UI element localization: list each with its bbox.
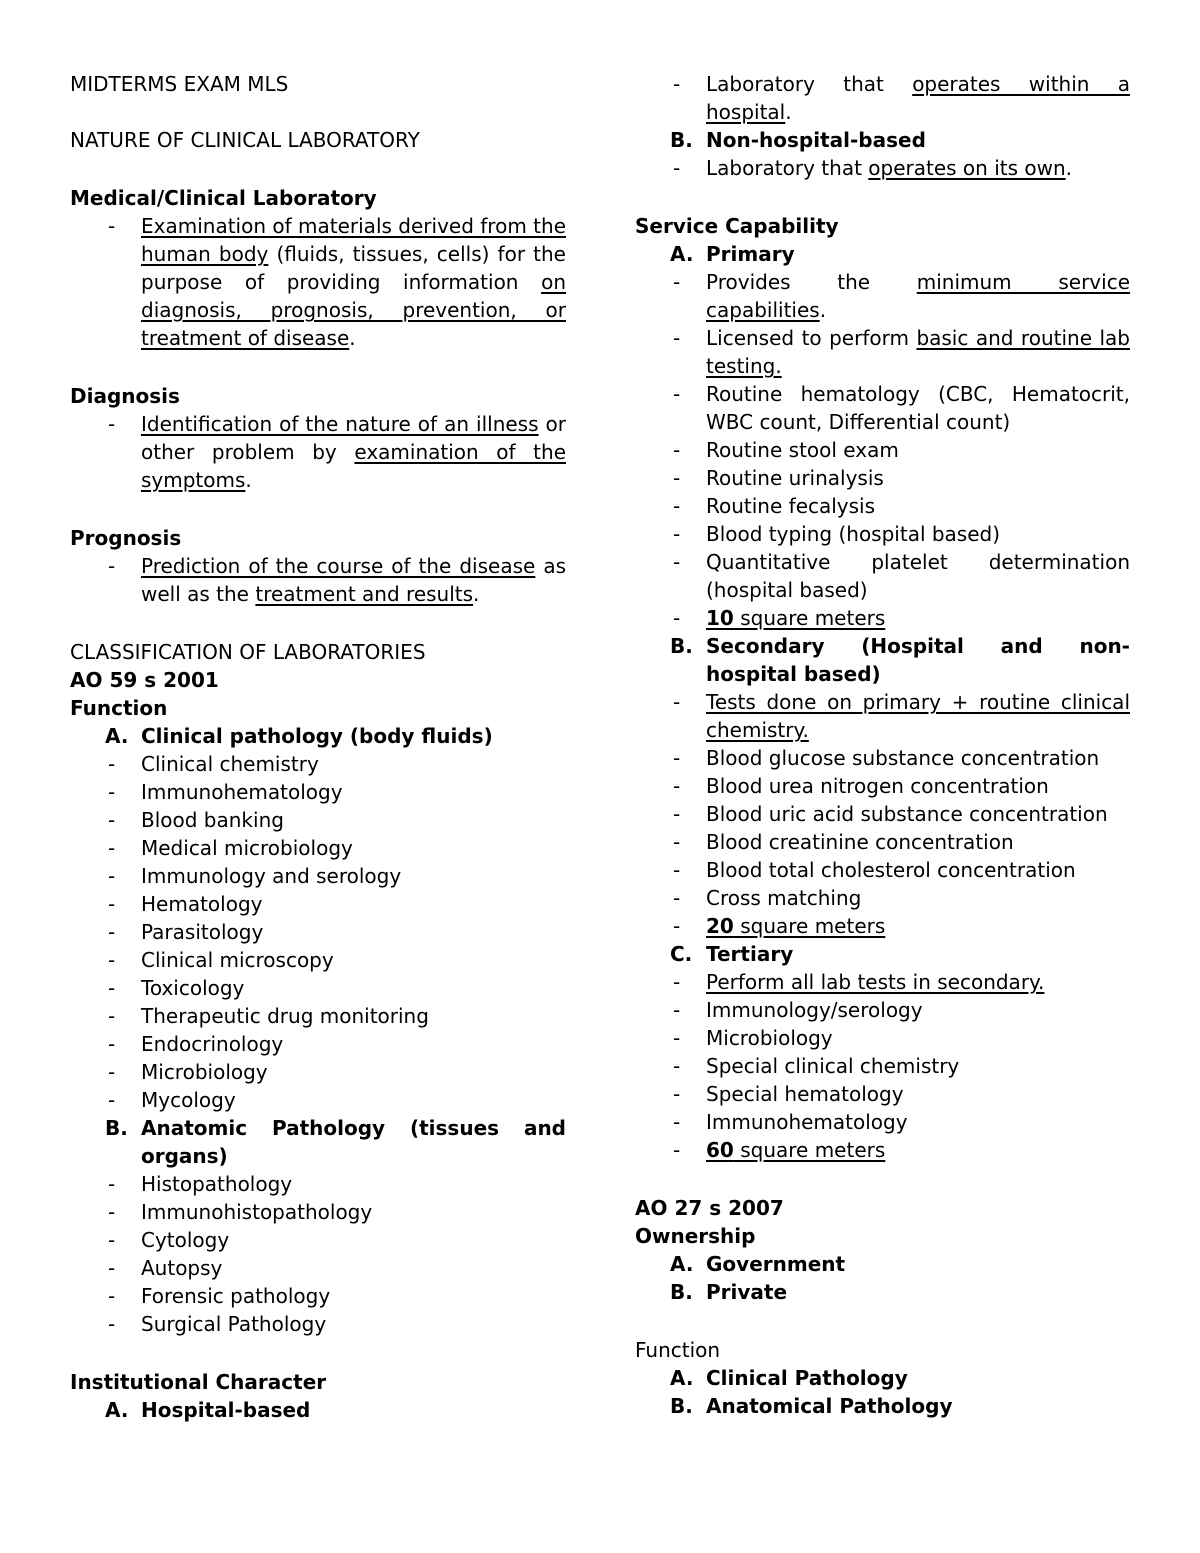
diagnosis-heading: Diagnosis — [70, 384, 180, 408]
primary-list — [635, 380, 1130, 604]
clinical-pathology-list — [70, 750, 566, 1114]
ownership-heading: Ownership — [635, 1224, 756, 1248]
clinical-pathology-label: A. Clinical pathology (body fluids) — [105, 724, 493, 748]
list-item: - Immunohematology — [635, 1108, 1130, 1136]
list-item: - Clinical microscopy — [70, 946, 566, 974]
list-item: - Routine stool exam — [635, 436, 1130, 464]
left-column — [70, 70, 566, 1424]
list-item: - Cross matching — [635, 884, 1130, 912]
diagnosis-definition: - Identification of the nature of an illness or other problem by examination of the symptoms. — [70, 410, 566, 494]
primary-item-licensed: - Licensed to perform basic and routine lab testing. — [635, 324, 1130, 380]
function2-anatomical: B. Anatomical Pathology — [670, 1394, 953, 1418]
ao59-heading: AO 59 s 2001 — [70, 668, 219, 692]
hospital-based-label: A. Hospital-based — [105, 1398, 311, 1422]
secondary-list — [635, 744, 1130, 912]
list-item: - Clinical chemistry — [70, 750, 566, 778]
list-item: - Immunohistopathology — [70, 1198, 566, 1226]
function-heading: Function — [70, 696, 168, 720]
list-item: - Special clinical chemistry — [635, 1052, 1130, 1080]
tertiary-item-perform: - Perform all lab tests in secondary. — [635, 968, 1130, 996]
list-item: - Blood urea nitrogen concentration — [635, 772, 1130, 800]
ao27-heading: AO 27 s 2007 — [635, 1196, 784, 1220]
list-item: - Blood creatinine concentration — [635, 828, 1130, 856]
list-item: - Mycology — [70, 1086, 566, 1114]
list-item: - Surgical Pathology — [70, 1310, 566, 1338]
tertiary-list — [635, 996, 1130, 1136]
list-item: - Special hematology — [635, 1080, 1130, 1108]
list-item: - Routine fecalysis — [635, 492, 1130, 520]
list-item: - Hematology — [70, 890, 566, 918]
function2-heading: Function — [635, 1338, 721, 1362]
list-item: - Routine hematology (CBC, Hematocrit, WBC count, Differential count) — [635, 380, 1130, 436]
right-column — [635, 70, 1130, 1420]
list-item: - Cytology — [70, 1226, 566, 1254]
function2-clinical: A. Clinical Pathology — [670, 1366, 908, 1390]
list-item: - Therapeutic drug monitoring — [70, 1002, 566, 1030]
anatomic-pathology-label: B. Anatomic Pathology (tissues and organs) — [105, 1116, 566, 1168]
anatomic-pathology-list — [70, 1170, 566, 1338]
tertiary-area: - 60 square meters — [635, 1136, 1130, 1164]
primary-label: A. Primary — [670, 242, 795, 266]
list-item: - Microbiology — [635, 1024, 1130, 1052]
prognosis-heading: Prognosis — [70, 526, 182, 550]
list-item: - Blood typing (hospital based) — [635, 520, 1130, 548]
list-item: - Parasitology — [70, 918, 566, 946]
list-item: - Toxicology — [70, 974, 566, 1002]
secondary-item-tests: - Tests done on primary + routine clinical chemistry. — [635, 688, 1130, 744]
list-item: - Immunohematology — [70, 778, 566, 806]
tertiary-label: C. Tertiary — [670, 942, 794, 966]
list-item: - Forensic pathology — [70, 1282, 566, 1310]
secondary-label: B. Secondary (Hospital and non-hospital based) — [670, 634, 1130, 686]
primary-area: - 10 square meters — [635, 604, 1130, 632]
service-capability-heading: Service Capability — [635, 214, 839, 238]
list-item: - Blood total cholesterol concentration — [635, 856, 1130, 884]
secondary-area: - 20 square meters — [635, 912, 1130, 940]
list-item: - Quantitative platelet determination (hospital based) — [635, 548, 1130, 604]
document-title: MIDTERMS EXAM MLS — [70, 72, 289, 96]
list-item: - Histopathology — [70, 1170, 566, 1198]
ownership-government: A. Government — [670, 1252, 846, 1276]
list-item: - Medical microbiology — [70, 834, 566, 862]
prognosis-definition: - Prediction of the course of the disease as well as the treatment and results. — [70, 552, 566, 608]
list-item: - Blood glucose substance concentration — [635, 744, 1130, 772]
list-item: - Immunology and serology — [70, 862, 566, 890]
non-hospital-definition: - Laboratory that operates on its own. — [635, 154, 1130, 182]
section-nature-heading: NATURE OF CLINICAL LABORATORY — [70, 128, 420, 152]
primary-item-minimum: - Provides the minimum service capabilities. — [635, 268, 1130, 324]
list-item: - Immunology/serology — [635, 996, 1130, 1024]
list-item: - Autopsy — [70, 1254, 566, 1282]
list-item: - Blood uric acid substance concentration — [635, 800, 1130, 828]
list-item: - Microbiology — [70, 1058, 566, 1086]
classification-heading: CLASSIFICATION OF LABORATORIES — [70, 640, 426, 664]
hospital-based-definition: - Laboratory that operates within a hospital. — [635, 70, 1130, 126]
medlab-definition: - Examination of materials derived from the human body (fluids, tissues, cells) for the purpose of providing information on diagnosis, prognosis, prevention, or treatment of disease. — [70, 212, 566, 352]
list-item: - Blood banking — [70, 806, 566, 834]
non-hospital-label: B. Non-hospital-based — [670, 128, 926, 152]
institutional-heading: Institutional Character — [70, 1370, 327, 1394]
list-item: - Endocrinology — [70, 1030, 566, 1058]
list-item: - Routine urinalysis — [635, 464, 1130, 492]
medlab-heading: Medical/Clinical Laboratory — [70, 186, 377, 210]
ownership-private: B. Private — [670, 1280, 788, 1304]
